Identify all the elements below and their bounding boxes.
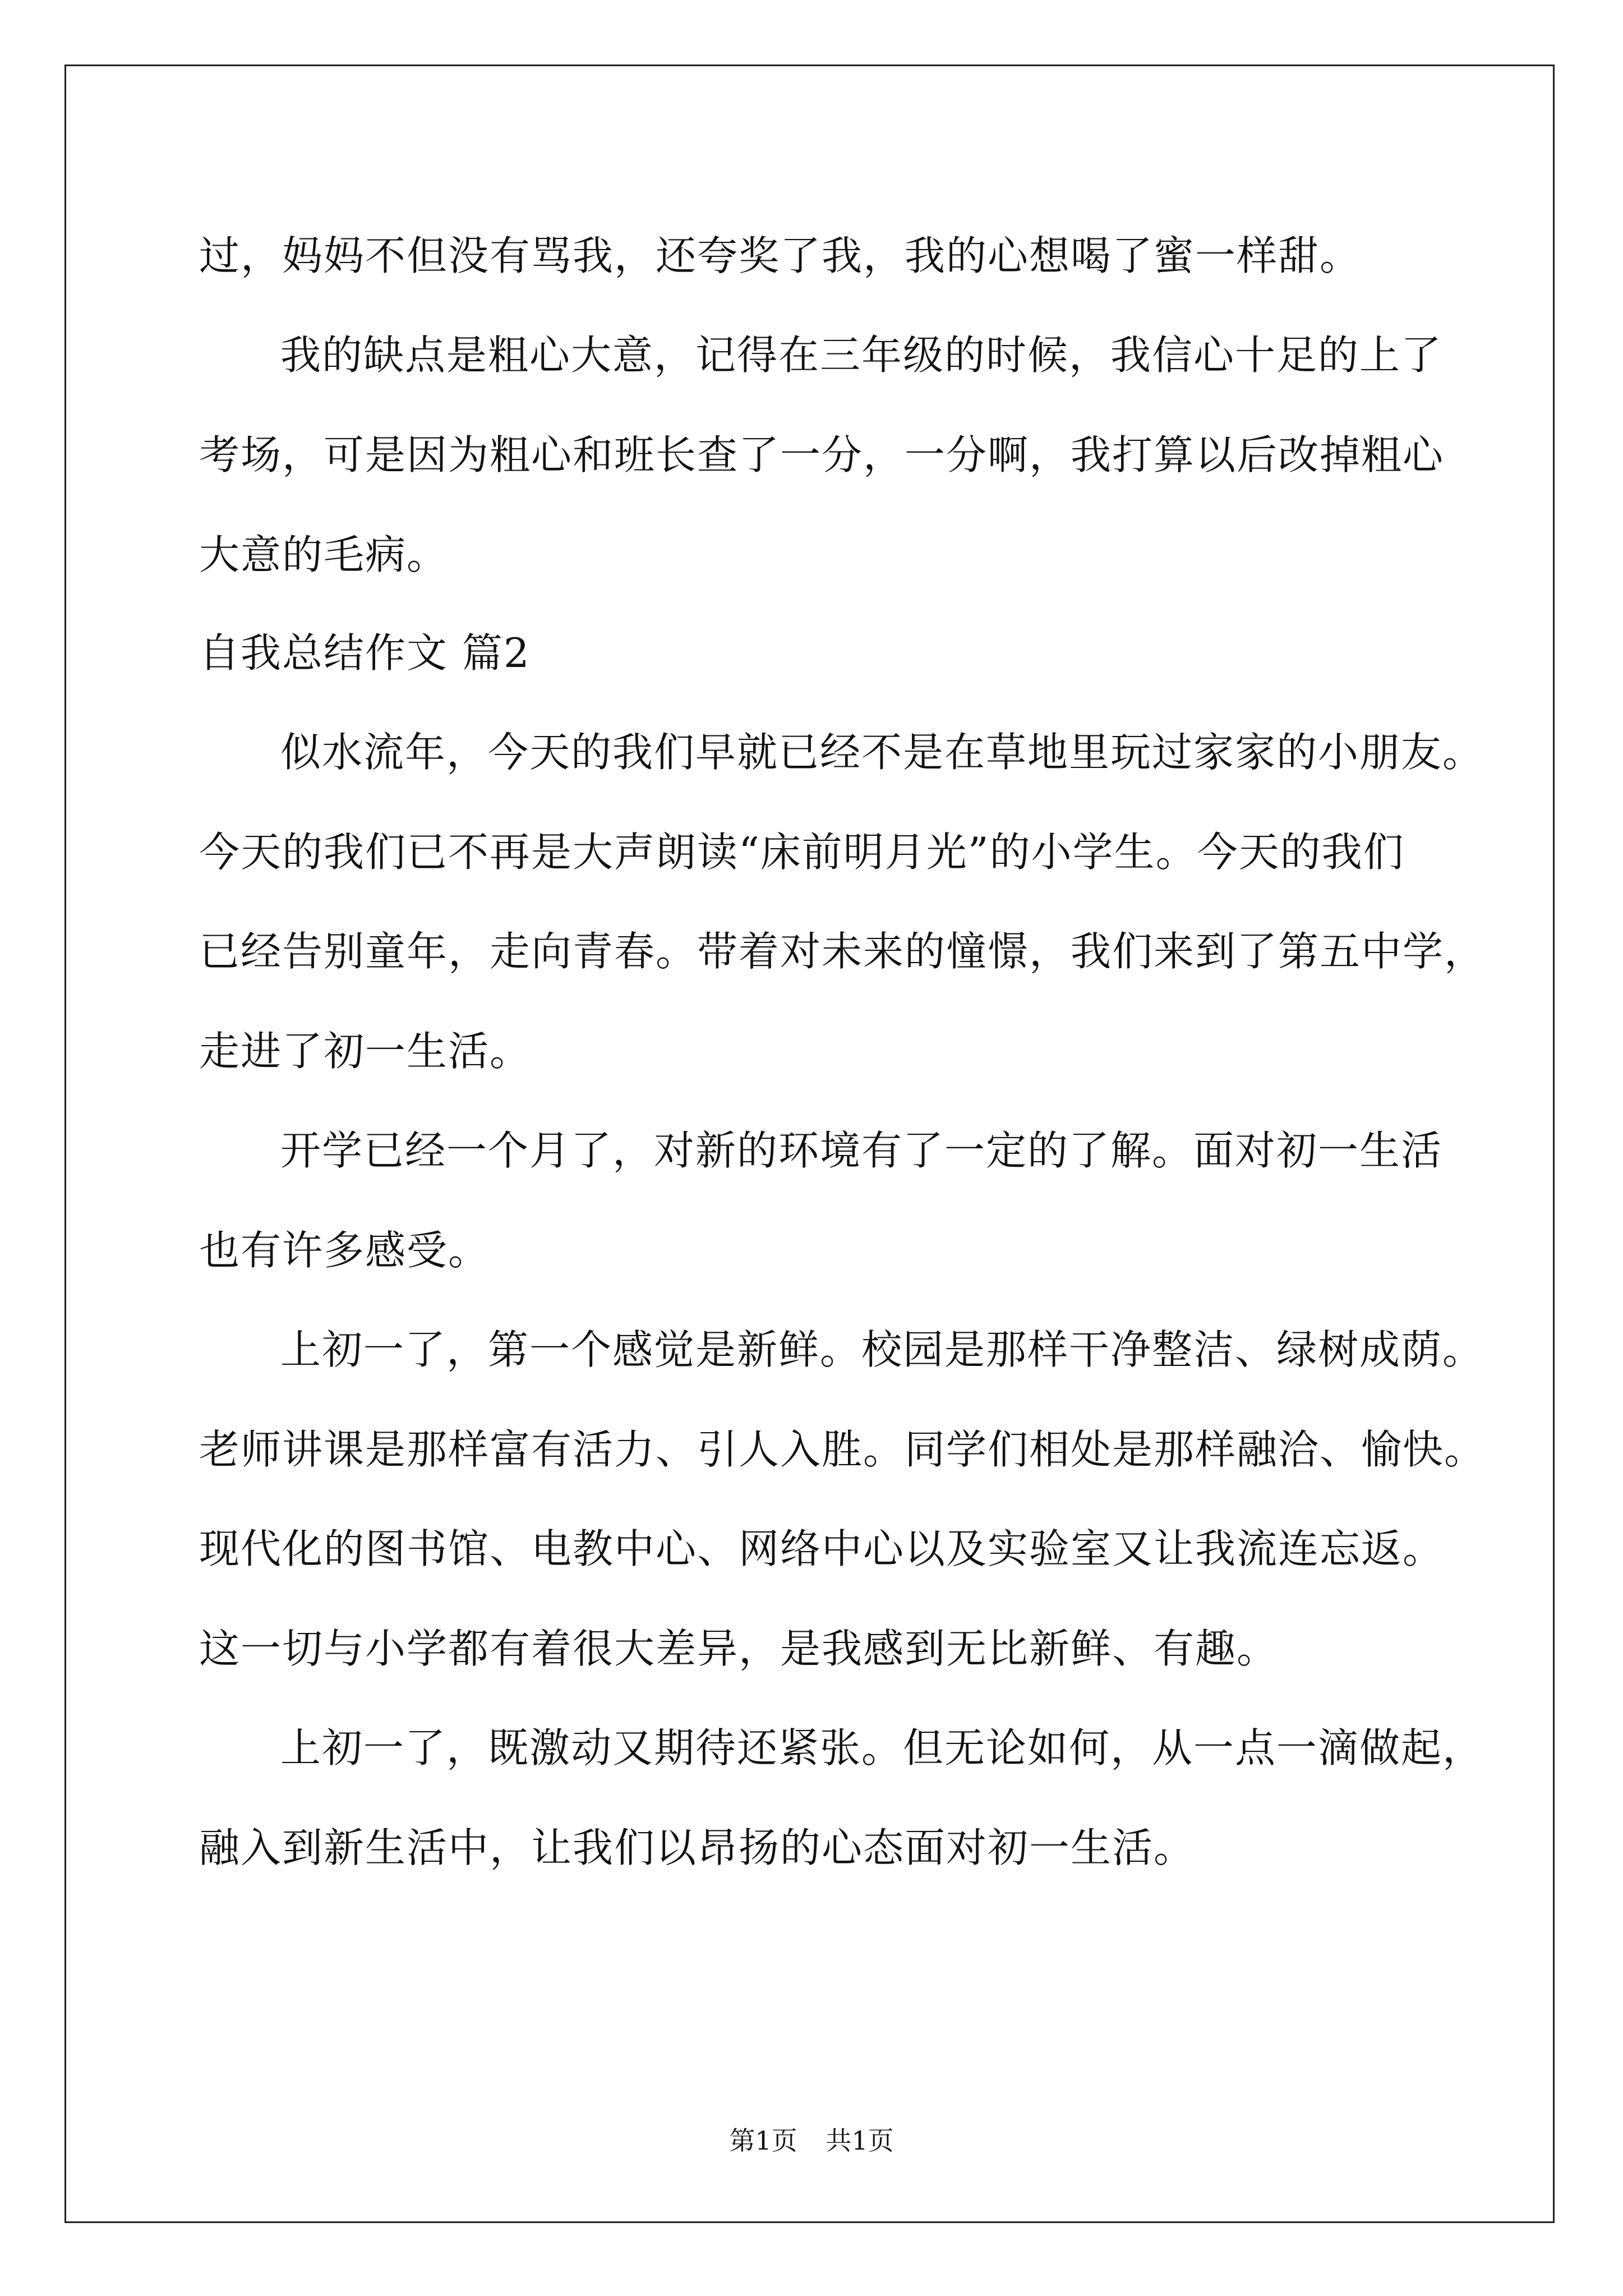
page-number: 第1页: [729, 2125, 797, 2156]
text-line: 考场，可是因为粗心和班长查了一分，一分啊，我打算以后改掉粗心: [199, 431, 1445, 478]
text-line: 大意的毛病。: [199, 531, 449, 578]
text-line: 今天的我们已不再是大声朗读“床前明月光”的小学生。今天的我们: [199, 829, 1405, 876]
text-line: 走进了初一生活。: [199, 1028, 532, 1075]
text-line: 融入到新生活中，让我们以昂扬的心态面对初一生活。: [199, 1824, 1196, 1871]
page-footer: [0, 2120, 1623, 2157]
text-line: 开学已经一个月了，对新的环境有了一定的了解。面对初一生活: [280, 1127, 1443, 1174]
section-heading: 自我总结作文 篇2: [199, 629, 531, 677]
text-line: 上初一了，既激动又期待还紧张。但无论如何，从一点一滴做起，: [280, 1724, 1484, 1772]
text-line: 似水流年，今天的我们早就已经不是在草地里玩过家家的小朋友。: [280, 729, 1484, 776]
text-line: 老师讲课是那样富有活力、引人入胜。同学们相处是那样融洽、愉快。: [199, 1426, 1486, 1473]
text-line: 过，妈妈不但没有骂我，还夸奖了我，我的心想喝了蜜一样甜。: [199, 232, 1362, 279]
text-line: 已经告别童年，走向青春。带着对未来的憧憬，我们来到了第五中学，: [199, 928, 1486, 975]
page-count: 共1页: [826, 2125, 894, 2156]
text-line: 也有许多感受。: [199, 1227, 490, 1274]
text-line: 上初一了，第一个感觉是新鲜。校园是那样干净整洁、绿树成荫。: [280, 1326, 1484, 1373]
text-line: 我的缺点是粗心大意，记得在三年级的时候，我信心十足的上了: [280, 332, 1443, 379]
text-line: 现代化的图书馆、电教中心、网络中心以及实验室又让我流连忘返。: [199, 1525, 1445, 1572]
text-line: 这一切与小学都有着很大差异，是我感到无比新鲜、有趣。: [199, 1625, 1279, 1672]
